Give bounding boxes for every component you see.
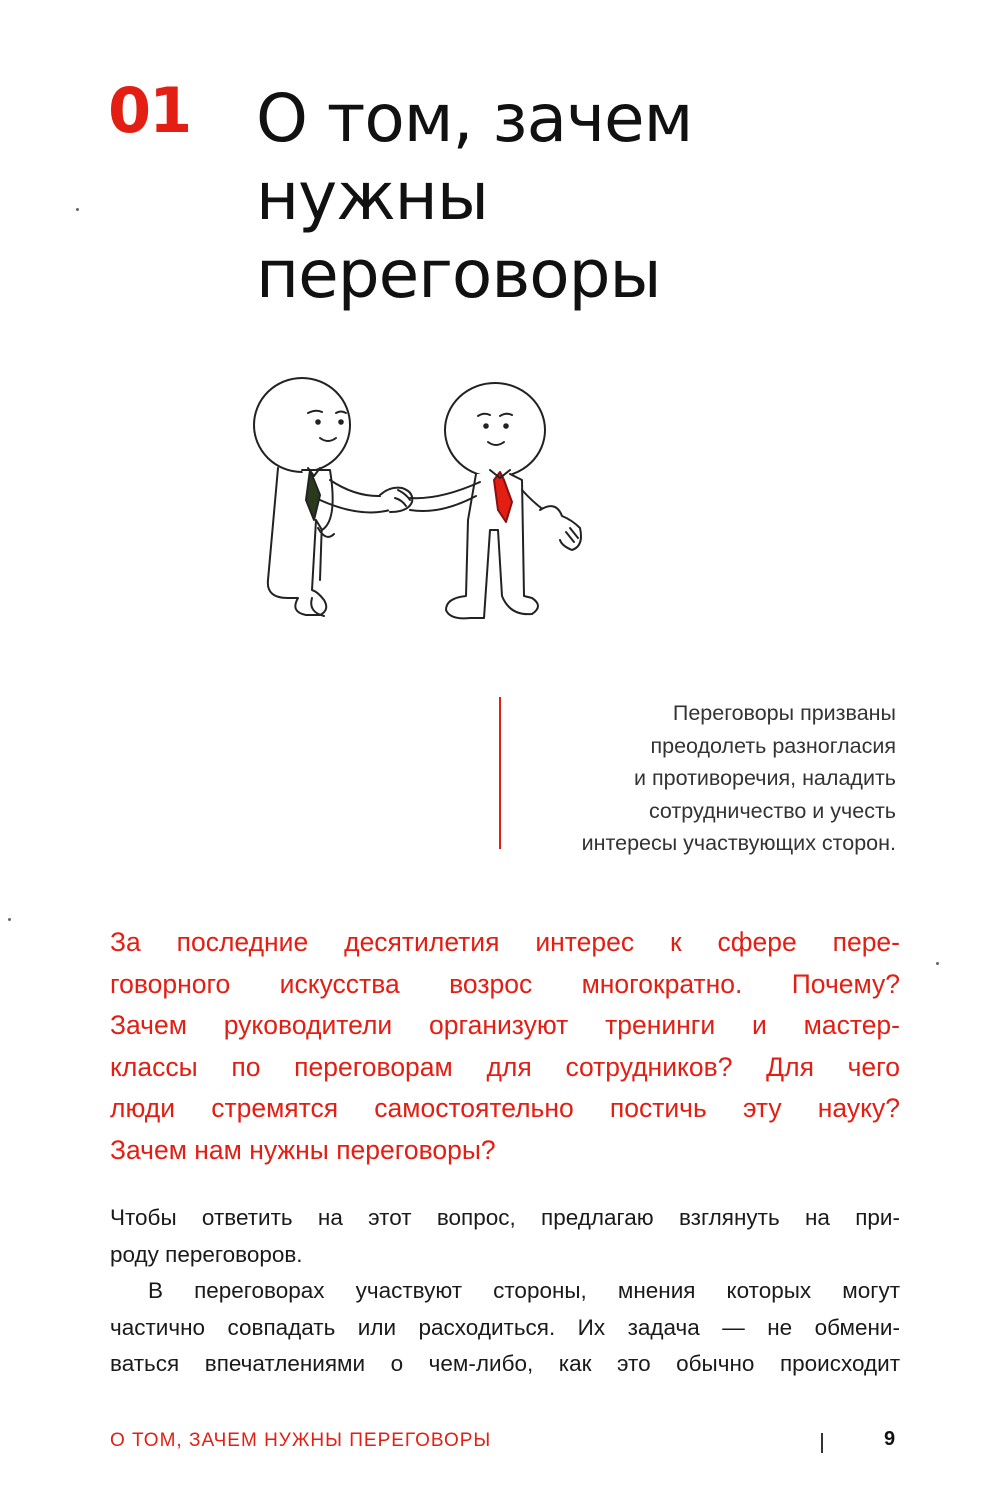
lead-line: классы по переговорам для сотрудников? Для чего — [110, 1051, 900, 1082]
body-text — [110, 1200, 900, 1383]
handshake-illustration — [240, 370, 600, 640]
body-line: В переговорах участвуют стороны, мнения которых могут — [148, 1278, 900, 1303]
right-person-figure — [410, 383, 581, 618]
lead-paragraph — [110, 922, 900, 1171]
scan-speck — [8, 918, 11, 921]
lead-line: Зачем нам нужны переговоры? — [110, 1134, 496, 1165]
page-number: 9 — [884, 1428, 896, 1450]
chapter-number: 01 — [108, 74, 191, 147]
body-line: роду переговоров. — [110, 1241, 303, 1267]
chapter-title — [256, 80, 816, 314]
handshake-hands — [380, 488, 412, 512]
body-line: ваться впечатлениями о чем-либо, как это обычно происходит — [110, 1351, 900, 1376]
chapter-title-line: нужны — [256, 158, 488, 235]
pull-quote — [516, 697, 896, 860]
lead-line: люди стремятся самостоятельно постичь эту науку? — [110, 1093, 900, 1123]
running-title: О ТОМ, ЗАЧЕМ НУЖНЫ ПЕРЕГОВОРЫ — [110, 1430, 492, 1451]
quote-line: преодолеть разногласия — [650, 733, 896, 758]
chapter-title-line: О том, зачем — [256, 80, 693, 157]
scan-speck — [936, 962, 939, 965]
left-person-figure — [254, 378, 400, 616]
lead-line: Зачем руководители организуют тренинги и мастер- — [110, 1010, 900, 1040]
chapter-title-line: переговоры — [256, 236, 661, 313]
scan-speck — [76, 208, 79, 211]
body-line: частично совпадать или расходиться. Их задача — не обмени- — [110, 1314, 900, 1340]
quote-line: интересы участвующих сторон. — [581, 831, 896, 855]
lead-line: За последние десятилетия интерес к сфере пере- — [110, 927, 900, 957]
quote-line: Переговоры призваны — [672, 701, 896, 725]
quote-line: и противоречия, наладить — [634, 766, 896, 790]
quote-accent-bar — [499, 697, 501, 849]
footer-divider — [821, 1433, 823, 1453]
lead-line: говорного искусства возрос многократно. Почему? — [110, 968, 900, 999]
quote-line: сотрудничество и учесть — [648, 798, 896, 823]
body-line: Чтобы ответить на этот вопрос, предлагаю взглянуть на при- — [110, 1205, 900, 1230]
